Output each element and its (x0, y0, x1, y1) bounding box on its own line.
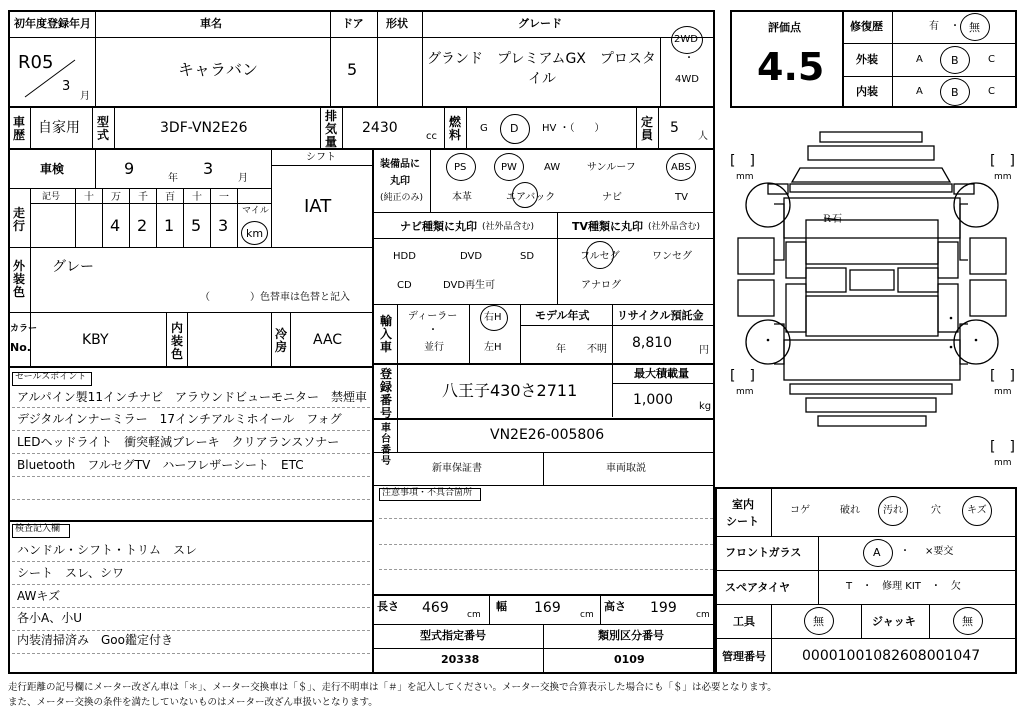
mileage-h-3: 百 (165, 192, 175, 203)
person-unit: 人 (698, 131, 708, 142)
exterior-b: B (951, 54, 959, 67)
warranty: 新車保証書 (432, 463, 482, 474)
navi-sd: SD (520, 251, 535, 262)
color-change-note: （ ）色替車は色替と記入 (200, 292, 350, 303)
mileage-h-1: 万 (111, 192, 121, 203)
repair-no: 無 (969, 21, 980, 34)
inspector-line-1: シート スレ、シワ (17, 566, 125, 580)
bracket-br: [ ] (990, 439, 1015, 455)
tools-label: 工具 (733, 615, 755, 628)
inspector-label: 検査記入欄 (15, 524, 61, 534)
equip-airbag: エアバック (506, 192, 556, 203)
exterior-c: C (988, 54, 995, 65)
doors: 5 (347, 60, 358, 79)
type-no: 20338 (441, 653, 480, 666)
mileage-h-4: 十 (192, 192, 202, 203)
footer-line-1: 走行距離の記号欄にメーター改ざん車は「＊」、メーター交換車は「＄」、走行不明車は「＃」を記入してください。メーター交換で合算表示した場合にも「＄」は必要となります。 (8, 682, 777, 693)
mileage-digit-4: 3 (218, 216, 229, 235)
manual: 車両取説 (606, 463, 646, 474)
mm-mr: mm (994, 387, 1012, 397)
mileage-mark-label: 記号 (42, 192, 61, 202)
max-load: 1,000 (633, 392, 674, 408)
drive-dot: ・ (684, 53, 694, 64)
inspection-month-unit: 月 (238, 173, 248, 184)
seat-dirt: 汚れ (883, 505, 903, 516)
interior-seat-label-1: 室内 (732, 498, 754, 511)
tv-oneseg: ワンセグ (652, 251, 692, 262)
mileage-digit-0: 4 (110, 216, 121, 235)
grade-line2: イル (528, 71, 556, 87)
model-label: 型式 (96, 115, 109, 142)
mileage-digit-3: 5 (191, 216, 202, 235)
tv-fullseg: フルセグ (580, 251, 620, 262)
navi-dvd-play: DVD再生可 (443, 280, 496, 291)
interior-c: C (988, 86, 995, 97)
equip-aw: AW (544, 162, 561, 173)
score-label: 評価点 (768, 21, 801, 34)
import-left-h: 左H (484, 342, 502, 353)
model-year-unit: 年 (556, 344, 566, 355)
history-label: 車歴 (12, 115, 25, 142)
capacity-label: 定員 (640, 115, 653, 142)
sales-line-2: LEDヘッドライト 衝突軽減ブレーキ クリアランスソナー (17, 435, 340, 449)
ac-value: AAC (313, 332, 343, 348)
navi-dvd: DVD (460, 251, 483, 262)
height-cm: cm (696, 610, 710, 620)
navi-sub: (社外品含む) (482, 222, 535, 232)
exterior-a: A (916, 54, 923, 65)
first-reg-year: R05 (18, 52, 54, 73)
equip-sunroof: サンルーフ (587, 162, 636, 173)
registration-label: 登録番号 (379, 367, 392, 420)
class-no: 0109 (614, 653, 645, 666)
repair-yes: 有 (929, 21, 939, 32)
import-dealer: ディーラー (408, 311, 458, 322)
width-label: 幅 (496, 600, 507, 613)
mileage-digit-1: 2 (137, 216, 148, 235)
spare-items: T ・ 修理 KIT ・ 欠 (846, 581, 961, 592)
cc-unit: cc (426, 131, 437, 142)
interior-b: B (951, 86, 959, 99)
fuel-label: 燃料 (448, 115, 461, 142)
drive-2wd: 2WD (674, 34, 698, 45)
seat-scratch: キズ (967, 505, 987, 516)
width-cm: cm (580, 610, 594, 620)
mm-ml: mm (736, 387, 754, 397)
sales-line-3: Bluetooth フルセグTV ハーフレザーシート ETC (17, 458, 304, 472)
mileage-h-0: 十 (84, 192, 94, 203)
windshield-dot: ・ (900, 546, 910, 557)
car-name-label: 車名 (200, 17, 222, 30)
equip-label-3: (純正のみ) (380, 193, 424, 203)
admin-no-label: 管理番号 (722, 650, 766, 663)
shift-label: シフト (306, 152, 336, 163)
inspection-month: 3 (203, 159, 214, 178)
navi-title: ナビ種類に丸印 (400, 220, 477, 233)
shift: IAT (304, 196, 332, 217)
bracket-mr: [ ] (990, 368, 1015, 384)
grade-line1: グランド プレミアムGX プロスタ (427, 51, 656, 67)
mileage-h-2: 千 (138, 192, 148, 203)
bracket-tl: [ ] (730, 153, 755, 169)
bracket-ml: [ ] (730, 368, 755, 384)
seat-hole: 穴 (931, 505, 941, 516)
plate: 八王子430さ2711 (442, 381, 578, 400)
tv-sub: (社外品含む) (648, 222, 701, 232)
color-no-label-no: No. (10, 341, 31, 354)
equip-ps: PS (454, 162, 467, 173)
class-no-label: 類別区分番号 (598, 629, 664, 642)
ac-label: 冷房 (274, 327, 287, 354)
chassis-label: 車台番号 (381, 423, 391, 467)
fuel-g: G (480, 123, 488, 134)
color-value: グレー (52, 259, 94, 275)
equip-leather: 本革 (452, 192, 472, 203)
equip-pw: PW (501, 162, 517, 173)
capacity: 5 (670, 120, 679, 136)
mile-unit: マイル (242, 206, 269, 216)
repair-label: 修復歴 (850, 20, 883, 33)
interior-label: 内装 (856, 85, 878, 98)
car-damage-diagram (728, 120, 1022, 480)
door-label: ドア (342, 17, 364, 30)
recycle-label: リサイクル預託金 (617, 309, 704, 322)
fuel-hv: HV ・（ ） (542, 123, 605, 134)
import-label: 輸入車 (379, 314, 392, 354)
recycle: 8,810 (632, 335, 673, 351)
car-name: キャラバン (178, 60, 259, 79)
inspector-line-0: ハンドル・シフト・トリム スレ (17, 543, 198, 557)
displacement: 2430 (362, 120, 398, 136)
equip-tv: TV (675, 192, 688, 203)
jack-none: 無 (962, 615, 973, 628)
max-load-label: 最大積載量 (634, 367, 689, 380)
spare-label: スペアタイヤ (725, 581, 791, 594)
length-label: 長さ (377, 600, 399, 613)
type-no-label: 型式指定番号 (420, 629, 486, 642)
sales-line-0: アルパイン製11インチナビ アラウンドビューモニター 禁煙車 (17, 390, 367, 404)
interior-color-label: 内装色 (170, 321, 183, 361)
width: 169 (534, 600, 561, 616)
bracket-tr: [ ] (990, 153, 1015, 169)
history: 自家用 (38, 120, 80, 136)
reg-slash (18, 52, 80, 100)
equip-label-2: 丸印 (390, 176, 410, 187)
first-reg-month: 3 (62, 79, 71, 94)
jack-label: ジャッキ (872, 615, 916, 628)
mileage-label: 走行 (12, 206, 25, 233)
admin-no: 00001001082608001047 (802, 648, 981, 664)
shape-label: 形状 (386, 17, 408, 30)
first-reg-label: 初年度登録年月 (14, 17, 91, 30)
import-right-h: 右H (484, 312, 502, 323)
import-dot: ・ (428, 325, 438, 336)
windshield-a: A (873, 546, 881, 559)
displacement-label: 排気量 (324, 109, 337, 149)
grade-label: グレード (518, 17, 562, 30)
model: 3DF-VN2E26 (160, 120, 248, 136)
repair-dot: ・ (950, 21, 960, 32)
chassis-no: VN2E26-005806 (490, 427, 605, 443)
seat-tear: 破れ (840, 505, 860, 516)
model-year-unknown: 不明 (587, 344, 607, 355)
mm-tl: mm (736, 172, 754, 182)
fuel-d: D (510, 122, 519, 135)
inspector-line-4: 内装清掃済み Goo鑑定付き (17, 633, 173, 647)
equip-abs: ABS (671, 162, 691, 173)
length-cm: cm (467, 610, 481, 620)
first-reg-month-unit: 月 (80, 91, 90, 102)
inspection-label: 車検 (40, 162, 65, 176)
footer-line-2: また、メーター交換の条件を満たしていないものはメーター改ざん車扱いとなります。 (8, 697, 378, 708)
notes-label: 注意事項・不具合箇所 (382, 488, 473, 498)
km-unit: km (246, 227, 264, 240)
mileage-digit-2: 1 (164, 216, 175, 235)
tv-title: TV種類に丸印 (572, 220, 644, 233)
mm-tr: mm (994, 172, 1012, 182)
exterior-label: 外装 (856, 53, 878, 66)
model-year-label: モデル年式 (535, 309, 590, 322)
diagram-note: Ｒ石 (822, 214, 842, 225)
height: 199 (650, 600, 677, 616)
color-label: 外装色 (12, 259, 25, 299)
inspector-line-3: 各小A、小U (17, 611, 82, 625)
equip-navi: ナビ (602, 192, 622, 203)
mm-br: mm (994, 458, 1012, 468)
inspector-line-2: AWキズ (17, 589, 61, 603)
tools-none: 無 (813, 615, 824, 628)
sales-line-1: デジタルインナーミラー 17インチアルミホイール フォグ (17, 412, 342, 426)
mileage-h-5: 一 (219, 192, 229, 203)
interior-a: A (916, 86, 923, 97)
windshield-replace: ×要交 (925, 546, 954, 557)
sales-label: セールスポイント (15, 372, 87, 382)
color-no: KBY (82, 332, 109, 348)
equip-label-1: 装備品に (380, 159, 420, 170)
color-no-label: カラー (10, 324, 38, 334)
tv-analog: アナログ (581, 280, 621, 291)
yen-unit: 円 (699, 345, 709, 356)
drive-4wd: 4WD (675, 74, 699, 85)
inspection-year-unit: 年 (168, 173, 178, 184)
interior-seat-label-2: シート (726, 515, 759, 528)
inspection-year: 9 (124, 159, 135, 178)
score: 4.5 (757, 45, 825, 89)
windshield-label: フロントガラス (725, 546, 802, 559)
seat-burn: コゲ (790, 505, 810, 516)
height-label: 高さ (604, 600, 626, 613)
navi-hdd: HDD (393, 251, 416, 262)
navi-cd: CD (397, 280, 412, 291)
kg-unit: kg (699, 401, 712, 412)
import-parallel: 並行 (424, 342, 444, 353)
length: 469 (422, 600, 449, 616)
